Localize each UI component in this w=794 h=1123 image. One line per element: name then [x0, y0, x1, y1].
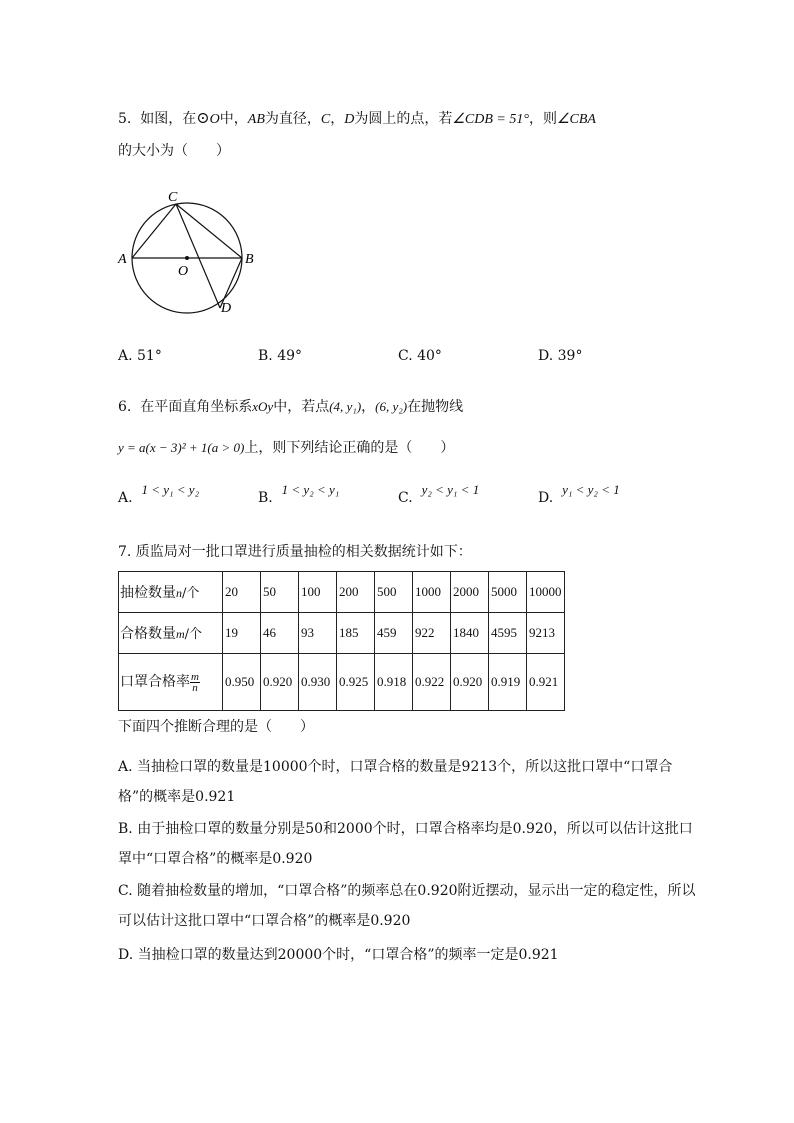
table-cell: 0.918 — [375, 654, 413, 711]
q5-option-d[interactable]: D. 39° — [538, 348, 583, 364]
row-header-qualified: 合格数量m/个 — [119, 613, 223, 654]
table-cell: 1840 — [451, 613, 489, 654]
q7-option-b[interactable]: B. 由于抽检口罩的数量分别是50和2000个时，口罩合格率均是0.920，所以可以估计这批口罩中“口罩合格”的概率是0.920 — [118, 821, 693, 867]
row-header-sample-size: 抽检数量n/个 — [119, 572, 223, 613]
center-point — [185, 256, 189, 260]
table-cell: 0.922 — [413, 654, 451, 711]
q6-option-b[interactable]: B. 1 < y₂ < y₁ — [258, 482, 340, 506]
q7-prompt: 下面四个推断合理的是（ ） — [118, 719, 314, 735]
q6-option-a[interactable]: A. 1 < y₁ < y₂ — [118, 482, 200, 506]
table-cell: 459 — [375, 613, 413, 654]
q5-option-b[interactable]: B. 49° — [258, 348, 303, 364]
table-cell: 93 — [299, 613, 337, 654]
q6-number: 6. — [118, 399, 132, 415]
table-cell: 200 — [337, 572, 375, 613]
circle-symbol: ⊙ — [196, 108, 210, 127]
table-cell: 922 — [413, 613, 451, 654]
q6-stem-line1: 6. 在平面直角坐标系xOy中，若点(4, y₁)，(6, y₂)在抛物线 — [118, 399, 464, 415]
table-cell: 500 — [375, 572, 413, 613]
chord-cb — [176, 204, 242, 258]
table-cell: 2000 — [451, 572, 489, 613]
table-cell: 46 — [261, 613, 299, 654]
q5-stem-line2: 的大小为（ ） — [118, 143, 230, 159]
q7-option-a[interactable]: A. 当抽检口罩的数量是10000个时，口罩合格的数量是9213个，所以这批口罩中“口罩合格”的概率是0.921 — [118, 759, 673, 805]
inspection-table — [118, 571, 565, 711]
q6-option-c[interactable]: C. y₂ < y₁ < 1 — [398, 482, 480, 506]
q7-option-c[interactable]: C. 随着抽检数量的增加，“口罩合格”的频率总在0.920附近摆动，显示出一定的稳定性，所以可以估计这批口罩中“口罩合格”的概率是0.920 — [118, 883, 696, 929]
q7-option-d[interactable]: D. 当抽检口罩的数量达到20000个时，“口罩合格”的频率一定是0.921 — [118, 947, 559, 963]
row-header-pass-rate: 口罩合格率 $\frac{m}{n}$ — [119, 654, 223, 711]
table-cell: 19 — [223, 613, 261, 654]
table-cell: 20 — [223, 572, 261, 613]
table-cell: 0.919 — [489, 654, 527, 711]
table-cell: 0.920 — [451, 654, 489, 711]
table-cell: 0.921 — [527, 654, 565, 711]
q6-stem-line2: y = a(x − 3)² + 1(a > 0)上，则下列结论正确的是（ ） — [118, 440, 455, 456]
table-cell: 10000 — [527, 572, 565, 613]
q5-option-a[interactable]: A. 51° — [118, 348, 162, 364]
circle-figure — [115, 190, 265, 320]
q7-stem: 7. 质监局对一批口罩进行质量抽检的相关数据统计如下： — [118, 544, 472, 560]
table-cell: 1000 — [413, 572, 451, 613]
label-a: A — [118, 252, 127, 267]
table-cell: 100 — [299, 572, 337, 613]
table-cell: 9213 — [527, 613, 565, 654]
table-row — [119, 613, 565, 654]
chord-cd — [176, 204, 220, 308]
q5-number: 5. — [118, 111, 132, 127]
table-cell: 5000 — [489, 572, 527, 613]
table-cell: 185 — [337, 613, 375, 654]
table-cell: 0.930 — [299, 654, 337, 711]
q6-option-d[interactable]: D. y₁ < y₂ < 1 — [538, 482, 620, 506]
label-c: C — [168, 190, 178, 205]
table-row — [119, 572, 565, 613]
angle-cba: ∠CBA — [556, 112, 596, 127]
angle-cdb: ∠CDB = 51° — [452, 112, 529, 127]
label-b: B — [245, 252, 254, 267]
table-cell: 4595 — [489, 613, 527, 654]
fraction-m-over-n: $\frac{m}{n}$ — [191, 670, 199, 694]
table-row — [119, 654, 565, 711]
label-d: D — [221, 301, 232, 316]
q5-stem-line1: 5. 如图，在⊙O中，AB为直径，C，D为圆上的点，若∠CDB = 51°，则∠CBA — [118, 108, 596, 127]
parabola-equation: y = a(x − 3)² + 1(a > 0) — [118, 440, 245, 455]
q5-option-c[interactable]: C. 40° — [398, 348, 442, 364]
label-o: O — [178, 264, 189, 279]
table-cell: 0.950 — [223, 654, 261, 711]
table-cell: 50 — [261, 572, 299, 613]
table-cell: 0.920 — [261, 654, 299, 711]
table-cell: 0.925 — [337, 654, 375, 711]
